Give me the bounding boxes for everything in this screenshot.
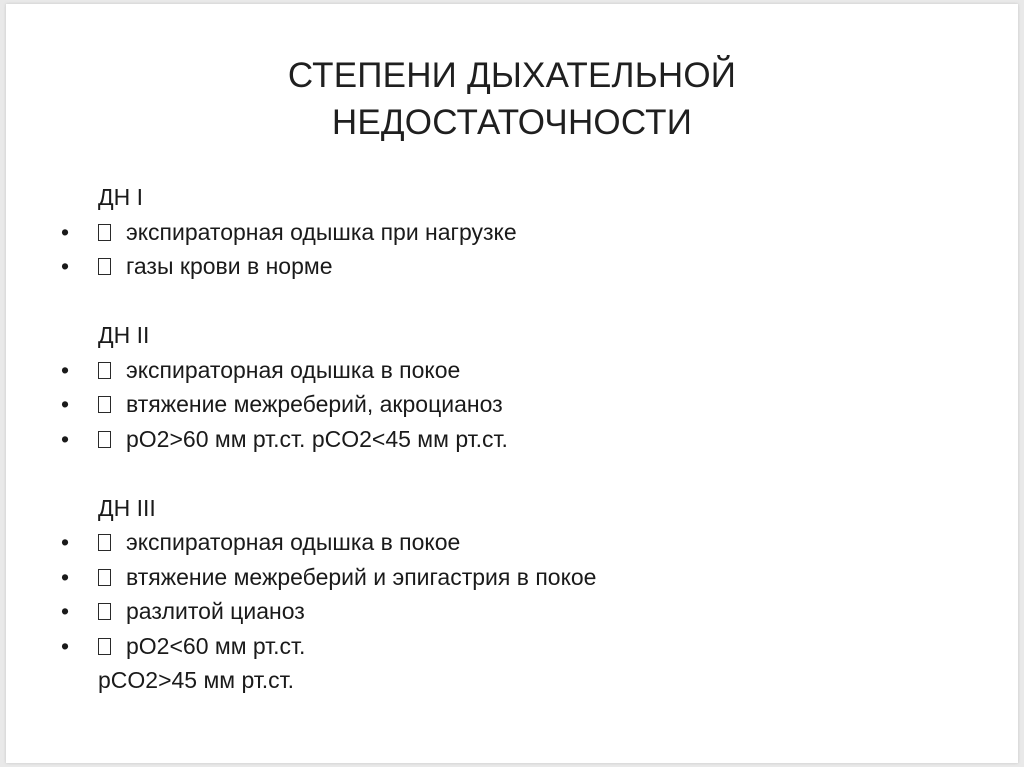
bullet-icon: •: [60, 391, 70, 417]
bullet-icon: •: [60, 632, 70, 659]
missing-glyph-box-icon: [98, 362, 111, 379]
list-item-text: втяжение межреберий, акроцианоз: [126, 391, 503, 417]
section-heading-dn1: ДН I: [98, 184, 143, 210]
list-item: [6, 353, 1018, 388]
bullet-icon: •: [60, 425, 70, 452]
list-item-text: втяжение межреберий и эпигастрия в покое: [126, 563, 597, 590]
missing-glyph-box-icon: [98, 569, 111, 586]
list-item: [6, 629, 1018, 664]
section-heading-dn3: ДН III: [98, 494, 156, 521]
list-item: [6, 525, 1018, 560]
list-item: [6, 387, 1018, 422]
list-item-text: экспираторная одышка в покое: [126, 356, 461, 383]
list-item-text: pO2>60 мм рт.ст. pCO2<45 мм рт.ст.: [126, 425, 508, 452]
bullet-icon: •: [60, 356, 70, 383]
list-item: [6, 560, 1018, 595]
section-heading-row: [6, 180, 1018, 215]
list-item: [6, 422, 1018, 457]
list-item-text: pO2<60 мм рт.ст.: [126, 632, 306, 659]
list-item: [6, 594, 1018, 629]
section-heading-row: [6, 491, 1018, 526]
bullet-icon: •: [60, 563, 70, 590]
bullet-icon: •: [60, 218, 70, 245]
section-heading-row: [6, 318, 1018, 353]
list-item-text: экспираторная одышка в покое: [126, 529, 461, 555]
continuation-text: pCO2>45 мм рт.ст.: [98, 667, 295, 693]
slide: [6, 4, 1018, 763]
missing-glyph-box-icon: [98, 224, 111, 241]
missing-glyph-box-icon: [98, 603, 111, 620]
title-line-1: СТЕПЕНИ ДЫХАТЕЛЬНОЙ: [287, 56, 737, 95]
spacer: [6, 284, 1018, 319]
missing-glyph-box-icon: [98, 396, 111, 413]
section-heading-dn2: ДН II: [98, 322, 150, 348]
bullet-icon: •: [60, 253, 70, 279]
bullet-icon: •: [60, 598, 70, 624]
list-item-text: разлитой цианоз: [126, 598, 305, 624]
list-item: [6, 215, 1018, 250]
list-item: [6, 249, 1018, 284]
title-line-2: НЕДОСТАТОЧНОСТИ: [331, 103, 693, 142]
missing-glyph-box-icon: [98, 638, 111, 655]
slide-title: [6, 52, 1018, 146]
list-item-text: экспираторная одышка при нагрузке: [126, 218, 517, 245]
list-item-continuation: [6, 663, 1018, 698]
bullet-icon: •: [60, 529, 70, 555]
missing-glyph-box-icon: [98, 431, 111, 448]
missing-glyph-box-icon: [98, 258, 111, 275]
list-item-text: газы крови в норме: [126, 253, 333, 279]
slide-content: [6, 180, 1018, 698]
missing-glyph-box-icon: [98, 534, 111, 551]
spacer: [6, 456, 1018, 491]
